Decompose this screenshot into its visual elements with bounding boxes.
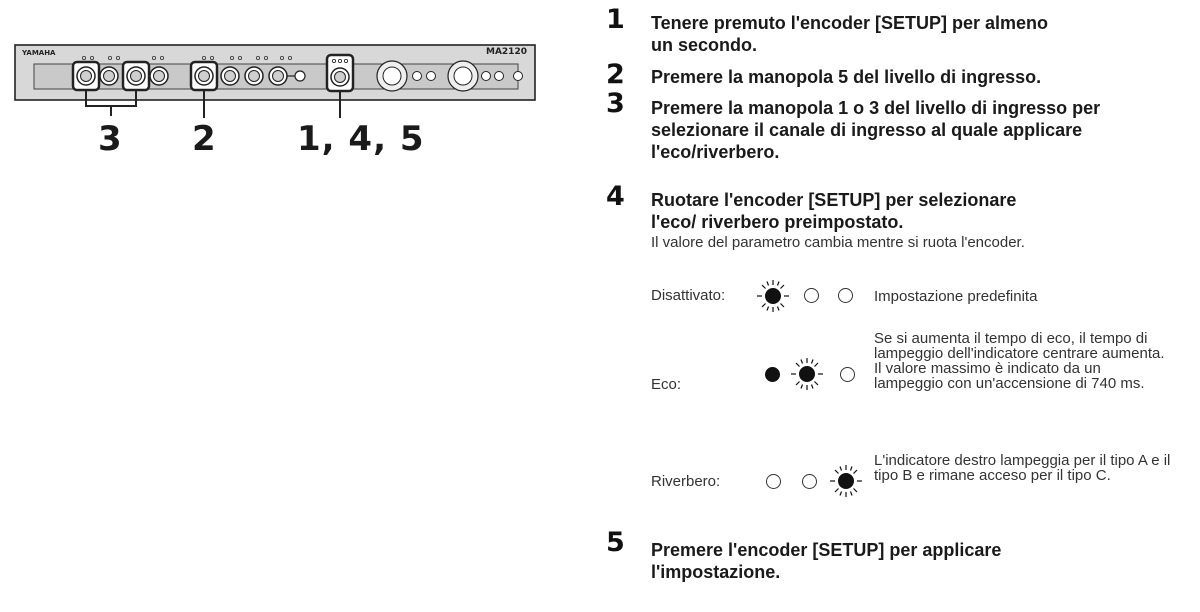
indicator-row-desc-eco: Se si aumenta il tempo di eco, il tempo di lampeggio dell'indicatore centrare aumenta. Il valore massimo è indicato da un lampeggio con un'accensione di 740 ms. [874,330,1165,392]
step-number-2: 2 [606,59,625,90]
step-text-1: Tenere premuto l'encoder [SETUP] per almeno un secondo. [651,13,1049,55]
callout-3: 3 [98,119,123,159]
led-off-icon [840,367,855,382]
callout-1-4-5: 1, 4, 5 [297,119,425,159]
indicator-row-label-off: Disattivato: [651,287,726,304]
step-description-4: Il valore del parametro cambia mentre si ruota l'encoder. [651,234,1025,251]
indicator-row-label-eco: Eco: [651,376,682,393]
device-illustration [0,0,560,200]
led-blinking-icon [755,278,791,314]
led-blinking-icon [789,356,825,392]
step-text-4: Ruotare l'encoder [SETUP] per selezionare l'eco/ riverbero preimpostato. [651,190,1017,232]
led-blinking-icon [828,463,864,499]
led-off-icon [838,288,853,303]
led-off-icon [766,474,781,489]
step-text-5: Premere l'encoder [SETUP] per applicare l'impostazione. [651,540,1002,582]
step-text-3: Premere la manopola 1 o 3 del livello di ingresso per selezionare il canale di ingresso al quale applicare l'eco/riverbero. [651,98,1101,162]
indicator-row-desc-off: Impostazione predefinita [874,288,1038,305]
brand-logo-text: YAMAHA [22,49,56,57]
callout-2: 2 [192,119,217,159]
model-logo-text: MA2120 [486,47,527,57]
indicator-row-desc-riverbero: L'indicatore destro lampeggia per il tipo A e il tipo B e rimane acceso per il tipo C. [874,452,1171,484]
led-off-icon [804,288,819,303]
led-on-icon [765,367,780,382]
led-off-icon [802,474,817,489]
step-text-2: Premere la manopola 5 del livello di ingresso. [651,67,1042,87]
step-number-5: 5 [606,527,625,558]
step-number-4: 4 [606,181,625,212]
step-number-3: 3 [606,88,625,119]
indicator-row-label-riverbero: Riverbero: [651,473,721,490]
mixer-panel-drawing [0,0,560,200]
step-number-1: 1 [606,4,625,35]
